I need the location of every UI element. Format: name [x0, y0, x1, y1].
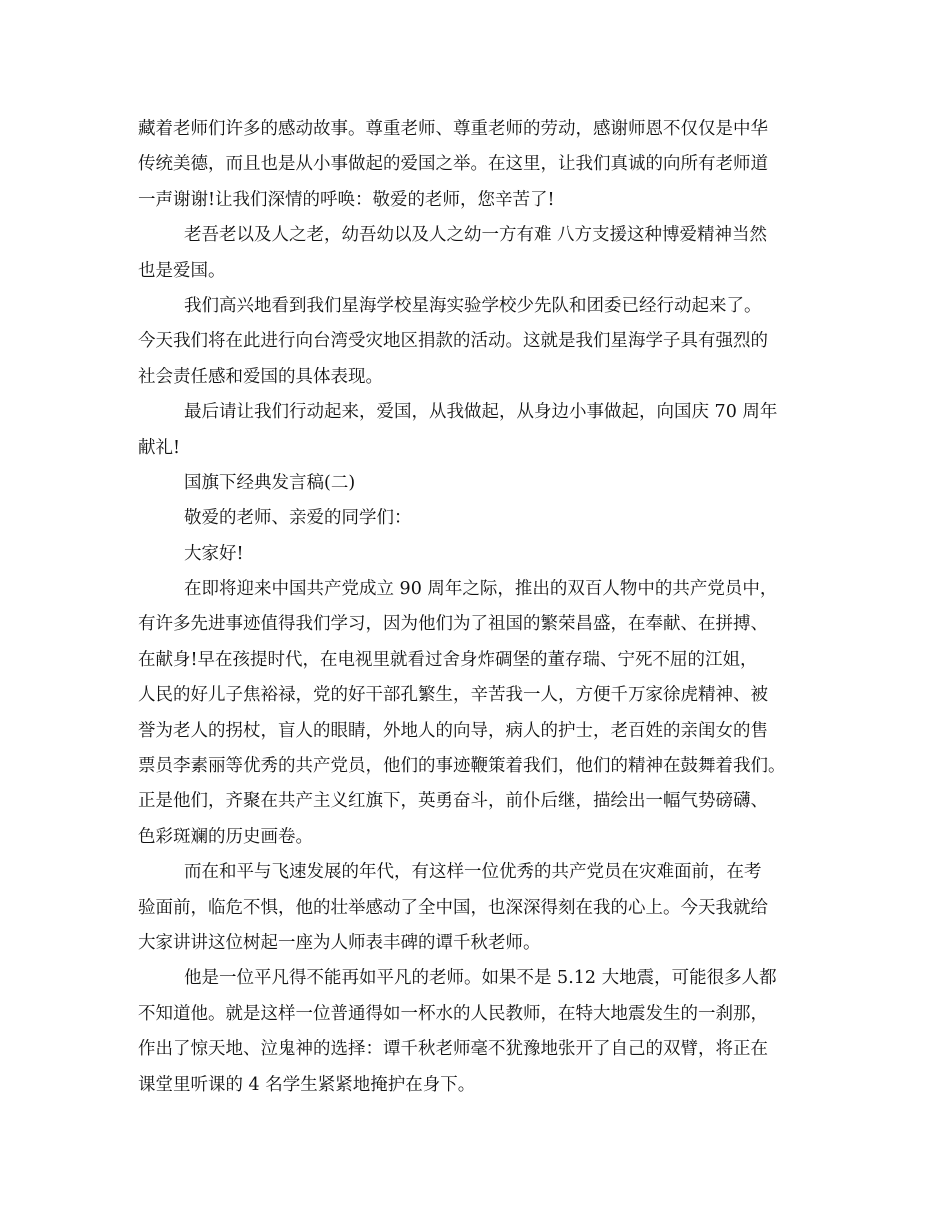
text-line: 最后请让我们行动起来，爱国，从我做起，从身边小事做起，向国庆 70 周年: [184, 402, 778, 423]
text-line: 他是一位平凡得不能再如平凡的老师。如果不是 5.12 大地震，可能很多人都: [184, 968, 777, 989]
text-line: 献礼!: [138, 437, 181, 458]
text-line: 也是爱国。: [138, 260, 226, 281]
text-line: 有许多先进事迹值得我们学习，因为他们为了祖国的繁荣昌盛，在奉献、在拼搏、: [138, 614, 768, 635]
text-line: 作出了惊天地、泣鬼神的选择：谭千秋老师毫不犹豫地张开了自己的双臂，将正在: [138, 1039, 768, 1060]
text-line: 大家讲讲这位树起一座为人师表丰碑的谭千秋老师。: [138, 932, 541, 953]
text-line: 正是他们，齐聚在共产主义红旗下，英勇奋斗，前仆后继，描绘出一幅气势磅礴、: [138, 791, 768, 812]
greeting: 大家好!: [184, 543, 244, 564]
text-line: 一声谢谢!让我们深情的呼唤：敬爱的老师，您辛苦了!: [138, 189, 555, 210]
text-line: 我们高兴地看到我们星海学校星海实验学校少先队和团委已经行动起来了。: [184, 295, 762, 316]
text-line: 传统美德，而且也是从小事做起的爱国之举。在这里，让我们真诚的向所有老师道: [138, 154, 768, 175]
text-line: 而在和平与飞速发展的年代，有这样一位优秀的共产党员在灾难面前，在考: [184, 862, 762, 883]
text-line: 社会责任感和爱国的具体表现。: [138, 366, 383, 387]
text-line: 票员李素丽等优秀的共产党员，他们的事迹鞭策着我们，他们的精神在鼓舞着我们。: [138, 756, 786, 777]
text-line: 验面前，临危不惧，他的壮举感动了全中国，也深深得刻在我的心上。今天我就给: [138, 897, 768, 918]
document-body: [138, 112, 828, 1103]
text-line: 藏着老师们许多的感动故事。尊重老师、尊重老师的劳动，感谢师恩不仅仅是中华: [138, 119, 768, 139]
text-line: 在即将迎来中国共产党成立 90 周年之际，推出的双百人物中的共产党员中，: [184, 579, 778, 600]
text-line: 今天我们将在此进行向台湾受灾地区捐款的活动。这就是我们星海学子具有强烈的: [138, 331, 768, 352]
text-line: 在献身!早在孩提时代，在电视里就看过舍身炸碉堡的董存瑞、宁死不屈的江姐，: [138, 649, 758, 670]
salutation: 敬爱的老师、亲爱的同学们：: [184, 508, 412, 529]
text-line: 不知道他。就是这样一位普通得如一杯水的人民教师，在特大地震发生的一刹那，: [138, 1003, 768, 1024]
text-line: 誉为老人的拐杖，盲人的眼睛，外地人的向导，病人的护士，老百姓的亲闺女的售: [138, 720, 768, 741]
text-line: 人民的好儿子焦裕禄，党的好干部孔繁生，辛苦我一人，方便千万家徐虎精神、被: [138, 685, 768, 706]
section-heading: 国旗下经典发言稿(二): [184, 472, 356, 493]
text-line: 色彩斑斓的历史画卷。: [138, 826, 313, 847]
text-line: 课堂里听课的 4 名学生紧紧地掩护在身下。: [138, 1074, 476, 1095]
text-line: 老吾老以及人之老，幼吾幼以及人之幼一方有难 八方支援这种博爱精神当然: [184, 225, 768, 246]
